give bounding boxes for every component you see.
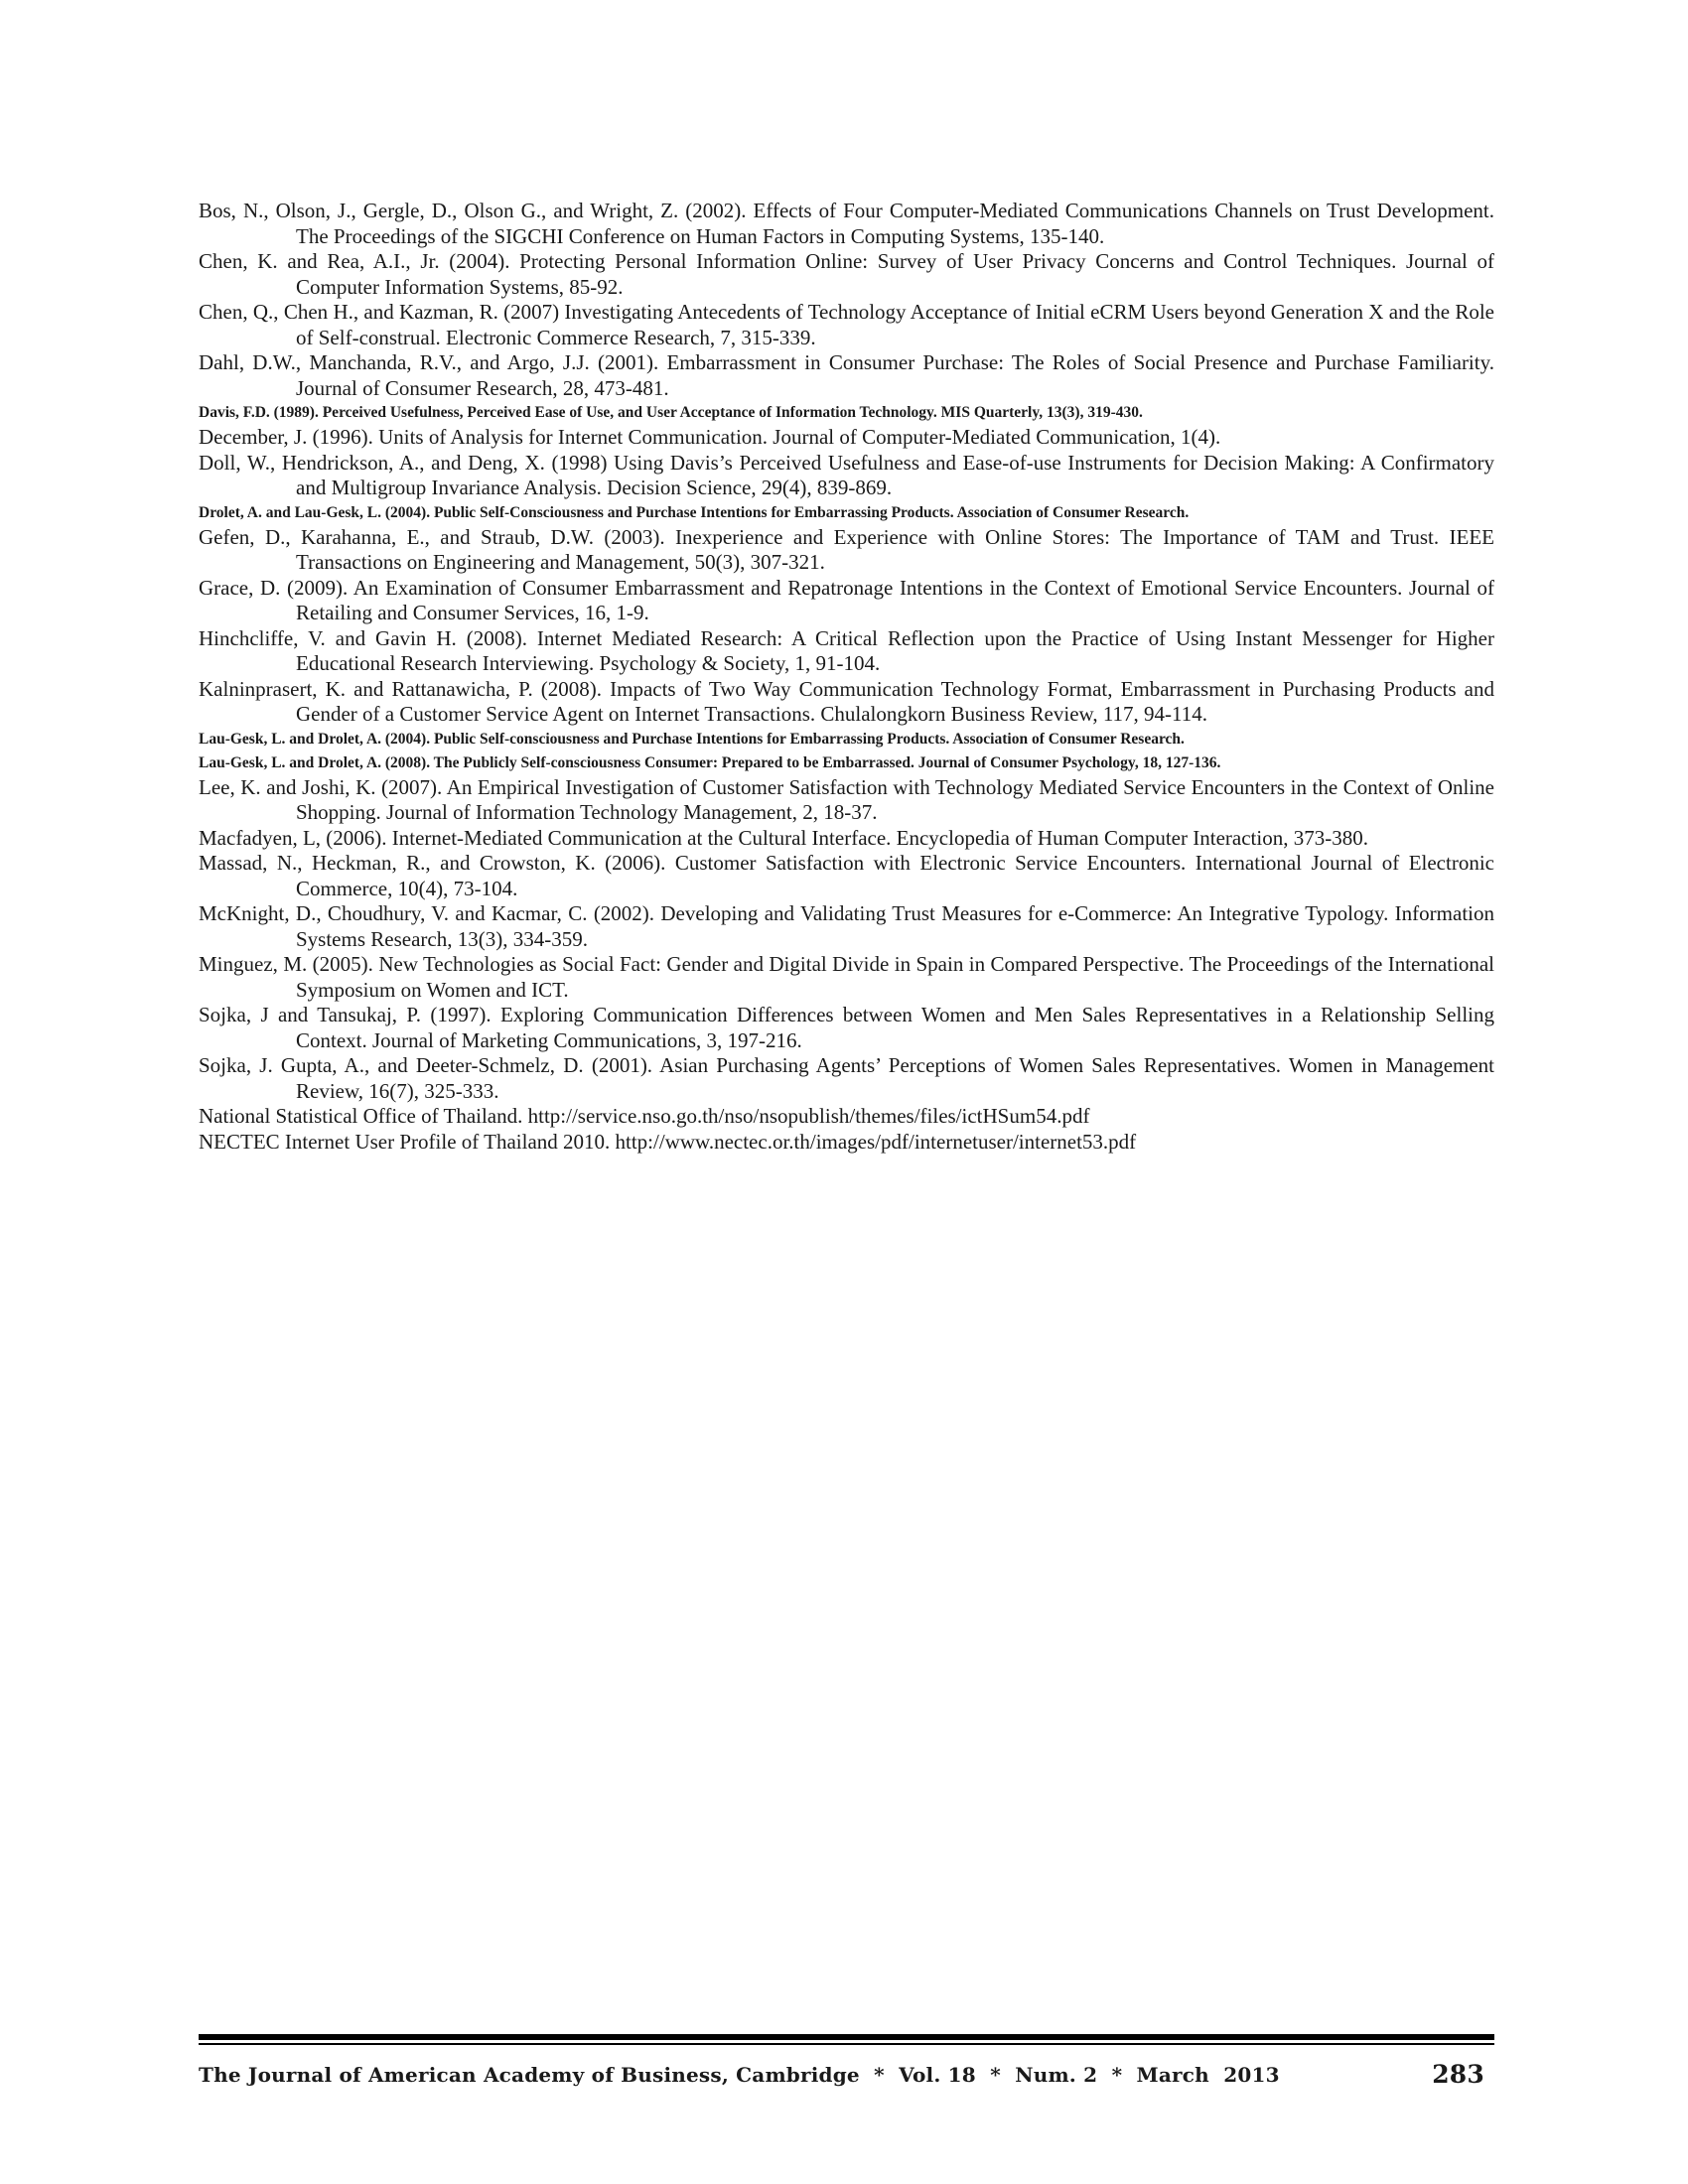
journal-citation: The Journal of American Academy of Business, Cambridge * Vol. 18 * Num. 2 * March 2013 <box>199 2063 1280 2087</box>
reference-nso-thailand: National Statistical Office of Thailand. http://service.nso.go.th/nso/nsopublish/themes/files/ictHSum54.pdf <box>199 1104 1090 1128</box>
reference-macfadyen-2006: Macfadyen, L, (2006). Internet-Mediated Communication at the Cultural Interface. Encyclopedia of Human Computer Interaction, 373-380. <box>199 825 1368 850</box>
reference-davis-1989: Davis, F.D. (1989). Perceived Usefulness, Perceived Ease of Use, and User Acceptance of Information Technology. MIS Quarterly, 13(3), 319-430. <box>199 404 1143 421</box>
reference-chen-rea-2004: Chen, K. and Rea, A.I., Jr. (2004). Protecting Personal Information Online: Survey of User Privacy Concerns and Control Techniques. Journal of Computer Information Systems, 85-92. <box>199 249 1494 299</box>
reference-nectec-2010: NECTEC Internet User Profile of Thailand 2010. http://www.nectec.or.th/images/pdf/internetuser/internet53.pdf <box>199 1129 1137 1154</box>
reference-dahl-2001: Dahl, D.W., Manchanda, R.V., and Argo, J.J. (2001). Embarrassment in Consumer Purchase: The Roles of Social Presence and Purchase Familiarity. Journal of Consumer Research, 28, 473-481. <box>199 350 1494 400</box>
footer-rule-thick <box>199 2034 1494 2040</box>
reference-gefen-2003: Gefen, D., Karahanna, E., and Straub, D.W. (2003). Inexperience and Experience with Online Stores: The Importance of TAM and Trust. IEEE Transactions on Engineering and Management, 50(3), 307-321. <box>199 524 1494 574</box>
page-footer <box>199 2060 1494 2093</box>
reference-doll-1998: Doll, W., Hendrickson, A., and Deng, X. (1998) Using Davis’s Perceived Usefulness and Ease-of-use Instruments for Decision Making: A Confirmatory and Multigroup Invariance Analysis. Decision Science, 29(4), 839-869. <box>199 450 1494 499</box>
reference-lau-gesk-2008: Lau-Gesk, L. and Drolet, A. (2008). The Publicly Self-consciousness Consumer: Prepared to be Embarrassed. Journal of Consumer Psychology, 18, 127-136. <box>199 753 1221 771</box>
reference-lee-2007: Lee, K. and Joshi, K. (2007). An Empirical Investigation of Customer Satisfaction with Technology Mediated Service Encounters in the Context of Online Shopping. Journal of Information Technology Management, 2, 18-37. <box>199 774 1494 824</box>
reference-december-1996: December, J. (1996). Units of Analysis for Internet Communication. Journal of Computer-Mediated Communication, 1(4). <box>199 425 1221 449</box>
reference-bos-2002: Bos, N., Olson, J., Gergle, D., Olson G., and Wright, Z. (2002). Effects of Four Computer-Mediated Communications Channels on Trust Development. The Proceedings of the SIGCHI Conference on Human Factors in Computing Systems, 135-140. <box>199 199 1494 248</box>
footer-rule-thin <box>199 2043 1494 2045</box>
page-number: 283 <box>1432 2060 1484 2089</box>
reference-kalninprasert-2008: Kalninprasert, K. and Rattanawicha, P. (2008). Impacts of Two Way Communication Technology Format, Embarrassment in Purchasing Products and Gender of a Customer Service Agent on Internet Transactions. Chulalongkorn Business Review, 117, 94-114. <box>199 676 1494 726</box>
reference-hinchcliffe-2008: Hinchcliffe, V. and Gavin H. (2008). Internet Mediated Research: A Critical Reflection upon the Practice of Using Instant Messenger for Higher Educational Research Interviewing. Psychology & Society, 1, 91-104. <box>199 625 1494 675</box>
reference-sojka-1997: Sojka, J and Tansukaj, P. (1997). Exploring Communication Differences between Women and Men Sales Representatives in a Relationship Selling Context. Journal of Marketing Communications, 3, 197-216. <box>199 1003 1494 1052</box>
reference-grace-2009: Grace, D. (2009). An Examination of Consumer Embarrassment and Repatronage Intentions in the Context of Emotional Service Encounters. Journal of Retailing and Consumer Services, 16, 1-9. <box>199 575 1494 624</box>
reference-mcknight-2002: McKnight, D., Choudhury, V. and Kacmar, C. (2002). Developing and Validating Trust Measures for e-Commerce: An Integrative Typology. Information Systems Research, 13(3), 334-359. <box>199 901 1494 951</box>
reference-sojka-2001: Sojka, J. Gupta, A., and Deeter-Schmelz, D. (2001). Asian Purchasing Agents’ Perceptions of Women Sales Representatives. Women in Management Review, 16(7), 325-333. <box>199 1053 1494 1103</box>
reference-drolet-2004: Drolet, A. and Lau-Gesk, L. (2004). Public Self-Consciousness and Purchase Intentions for Embarrassing Products. Association of Consumer Research. <box>199 503 1190 521</box>
footer-rule <box>199 2034 1494 2045</box>
reference-lau-gesk-2004: Lau-Gesk, L. and Drolet, A. (2004). Public Self-consciousness and Purchase Intentions for Embarrassing Products. Association of Consumer Research. <box>199 730 1185 748</box>
reference-chen-2007: Chen, Q., Chen H., and Kazman, R. (2007) Investigating Antecedents of Technology Acceptance of Initial eCRM Users beyond Generation X and the Role of Self-construal. Electronic Commerce Research, 7, 315-339. <box>199 300 1494 349</box>
reference-massad-2006: Massad, N., Heckman, R., and Crowston, K. (2006). Customer Satisfaction with Electronic Service Encounters. International Journal of Electronic Commerce, 10(4), 73-104. <box>199 851 1494 900</box>
reference-minguez-2005: Minguez, M. (2005). New Technologies as Social Fact: Gender and Digital Divide in Spain in Compared Perspective. The Proceedings of the International Symposium on Women and ICT. <box>199 952 1494 1002</box>
reference-list <box>199 199 1494 1155</box>
